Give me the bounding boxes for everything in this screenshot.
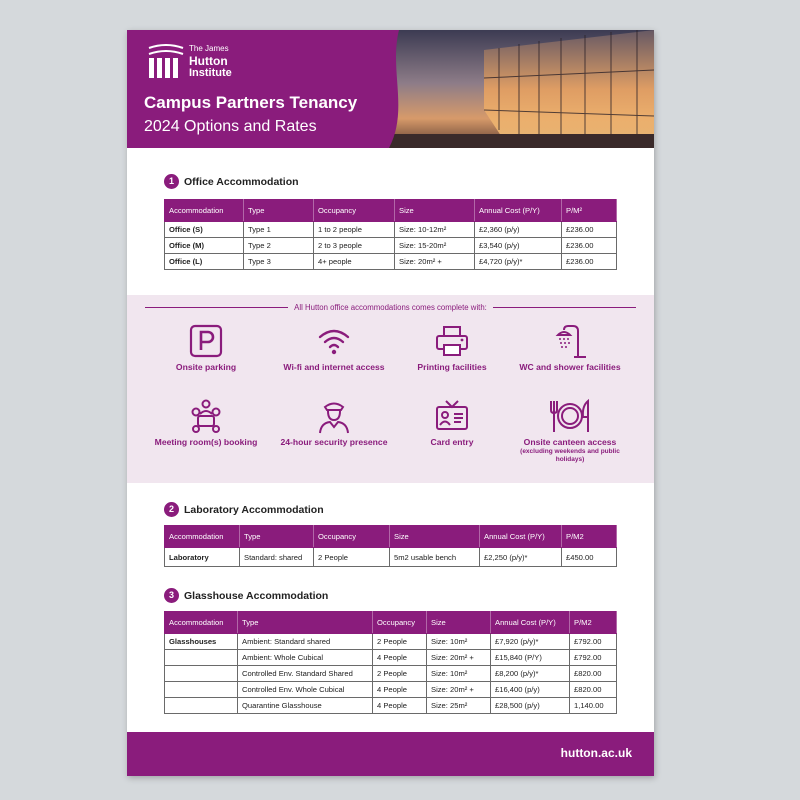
column-header: Type [238, 612, 373, 634]
shower-icon [552, 323, 588, 359]
table-cell: £236.00 [562, 238, 617, 254]
table-cell: £450.00 [562, 548, 617, 567]
amenities-caption: All Hutton office accommodations comes complete with: [288, 303, 493, 312]
table-cell: Ambient: Whole Cubical [238, 650, 373, 666]
column-header: Accommodation [165, 526, 240, 548]
table-cell: £7,920 (p/y)* [491, 634, 570, 650]
glasshouse-photo [389, 30, 654, 148]
table-row [165, 682, 617, 698]
table-cell: £236.00 [562, 222, 617, 238]
table-row [165, 254, 617, 270]
laboratory-section-heading [164, 501, 324, 517]
column-header: Annual Cost (P/Y) [475, 200, 562, 222]
column-header: Size [427, 612, 491, 634]
amenity-label: Card entry [430, 437, 474, 447]
table-cell: Size: 20m² + [427, 682, 491, 698]
column-header: Occupancy [373, 612, 427, 634]
table-cell: 4+ people [314, 254, 395, 270]
amenity-note: (excluding weekends and public holidays) [520, 448, 620, 463]
table-header-row [165, 200, 617, 222]
table-cell: Size: 20m² + [427, 650, 491, 666]
column-header: Accommodation [165, 200, 244, 222]
table-row [165, 222, 617, 238]
table-cell: Size: 10-12m² [395, 222, 475, 238]
wifi-icon [316, 323, 352, 359]
amenities-band [127, 295, 654, 483]
table-row [165, 698, 617, 714]
table-cell: Office (M) [165, 238, 244, 254]
table-cell: Controlled Env. Whole Cubical [238, 682, 373, 698]
amenity-label: 24-hour security presence [280, 437, 388, 447]
table-cell: 1 to 2 people [314, 222, 395, 238]
page-subtitle: 2024 Options and Rates [144, 118, 317, 135]
table-cell: 4 People [373, 682, 427, 698]
amenity-security [279, 398, 389, 448]
table-cell: £15,840 (P/Y) [491, 650, 570, 666]
parking-icon [188, 323, 224, 359]
website-link[interactable]: hutton.ac.uk [560, 746, 632, 760]
table-header-row [165, 612, 617, 634]
table-cell: Glasshouses [165, 634, 238, 650]
office-table [164, 199, 617, 270]
id-card-icon [434, 398, 470, 434]
column-header: Size [390, 526, 480, 548]
table-cell: 4 People [373, 698, 427, 714]
logo-line-2: Hutton [189, 54, 228, 68]
column-header: Size [395, 200, 475, 222]
table-cell: Size: 20m² + [395, 254, 475, 270]
table-cell: Ambient: Standard shared [238, 634, 373, 650]
table-cell: 2 People [314, 548, 390, 567]
table-header-row [165, 526, 617, 548]
security-guard-icon [316, 398, 352, 434]
amenity-canteen [510, 398, 630, 464]
table-row [165, 666, 617, 682]
amenity-label: Onsite parking [175, 362, 237, 372]
section-title: Laboratory Accommodation [184, 503, 324, 516]
table-cell: Laboratory [165, 548, 240, 567]
table-cell [165, 698, 238, 714]
amenity-label: Meeting room(s) booking [154, 437, 258, 447]
cutlery-icon [546, 398, 594, 434]
table-cell: £2,250 (p/y)* [480, 548, 562, 567]
header-banner [127, 30, 654, 148]
table-cell: £820.00 [570, 666, 617, 682]
section-title: Office Accommodation [184, 175, 299, 188]
table-cell [165, 682, 238, 698]
table-cell: 2 People [373, 634, 427, 650]
table-cell: £28,500 (p/y) [491, 698, 570, 714]
flyer-page [127, 30, 654, 776]
table-cell: Type 1 [244, 222, 314, 238]
column-header: Annual Cost (P/Y) [480, 526, 562, 548]
glasshouse-section-heading [164, 587, 328, 603]
table-cell: Controlled Env. Standard Shared [238, 666, 373, 682]
table-cell: Office (S) [165, 222, 244, 238]
table-cell: 4 People [373, 650, 427, 666]
table-cell: Size: 15-20m² [395, 238, 475, 254]
amenity-wc-shower [515, 323, 625, 373]
section-number: 1 [164, 174, 179, 189]
glasshouse-table [164, 611, 617, 714]
column-header: Annual Cost (P/Y) [491, 612, 570, 634]
table-cell: £792.00 [570, 650, 617, 666]
table-cell: £16,400 (p/y) [491, 682, 570, 698]
meeting-icon [188, 398, 224, 434]
column-header: P/M² [562, 200, 617, 222]
section-title: Glasshouse Accommodation [184, 589, 329, 602]
table-row [165, 650, 617, 666]
table-cell: Size: 10m² [427, 634, 491, 650]
column-header: P/M2 [570, 612, 617, 634]
section-number: 2 [164, 502, 179, 517]
amenity-label: Onsite canteen access [523, 437, 617, 447]
amenity-meeting-rooms [151, 398, 261, 448]
table-cell: Office (L) [165, 254, 244, 270]
table-cell: 5m2 usable bench [390, 548, 480, 567]
table-cell: Size: 10m² [427, 666, 491, 682]
table-cell: £2,360 (p/y) [475, 222, 562, 238]
column-header: Type [240, 526, 314, 548]
table-cell: Type 3 [244, 254, 314, 270]
column-header: Occupancy [314, 526, 390, 548]
amenity-onsite-parking [151, 323, 261, 373]
table-cell [165, 666, 238, 682]
section-number: 3 [164, 588, 179, 603]
table-cell: £792.00 [570, 634, 617, 650]
footer-bar [127, 732, 654, 776]
printer-icon [434, 323, 470, 359]
table-cell: Size: 25m² [427, 698, 491, 714]
table-cell [165, 650, 238, 666]
table-cell: Type 2 [244, 238, 314, 254]
laboratory-table [164, 525, 617, 567]
amenity-label: Wi-fi and internet access [283, 362, 385, 372]
logo-mark-icon [147, 44, 185, 80]
table-cell: £3,540 (p/y) [475, 238, 562, 254]
table-cell: 2 People [373, 666, 427, 682]
column-header: Type [244, 200, 314, 222]
table-cell: £8,200 (p/y)* [491, 666, 570, 682]
office-section-heading [164, 173, 299, 189]
table-cell: 1,140.00 [570, 698, 617, 714]
table-cell: Quarantine Glasshouse [238, 698, 373, 714]
logo-line-3: Institute [189, 67, 232, 79]
table-cell: £236.00 [562, 254, 617, 270]
table-cell: 2 to 3 people [314, 238, 395, 254]
column-header: Accommodation [165, 612, 238, 634]
table-row [165, 548, 617, 567]
amenity-printing [397, 323, 507, 373]
amenity-label: WC and shower facilities [519, 362, 621, 372]
table-cell: £4,720 (p/y)* [475, 254, 562, 270]
institute-logo [147, 42, 247, 82]
table-row [165, 634, 617, 650]
column-header: Occupancy [314, 200, 395, 222]
amenity-label: Printing facilities [417, 362, 487, 372]
amenity-card-entry [397, 398, 507, 448]
column-header: P/M2 [562, 526, 617, 548]
logo-line-1: The James [189, 44, 229, 53]
page-title: Campus Partners Tenancy [144, 93, 358, 112]
amenity-wifi [279, 323, 389, 373]
table-row [165, 238, 617, 254]
table-cell: Standard: shared [240, 548, 314, 567]
table-cell: £820.00 [570, 682, 617, 698]
